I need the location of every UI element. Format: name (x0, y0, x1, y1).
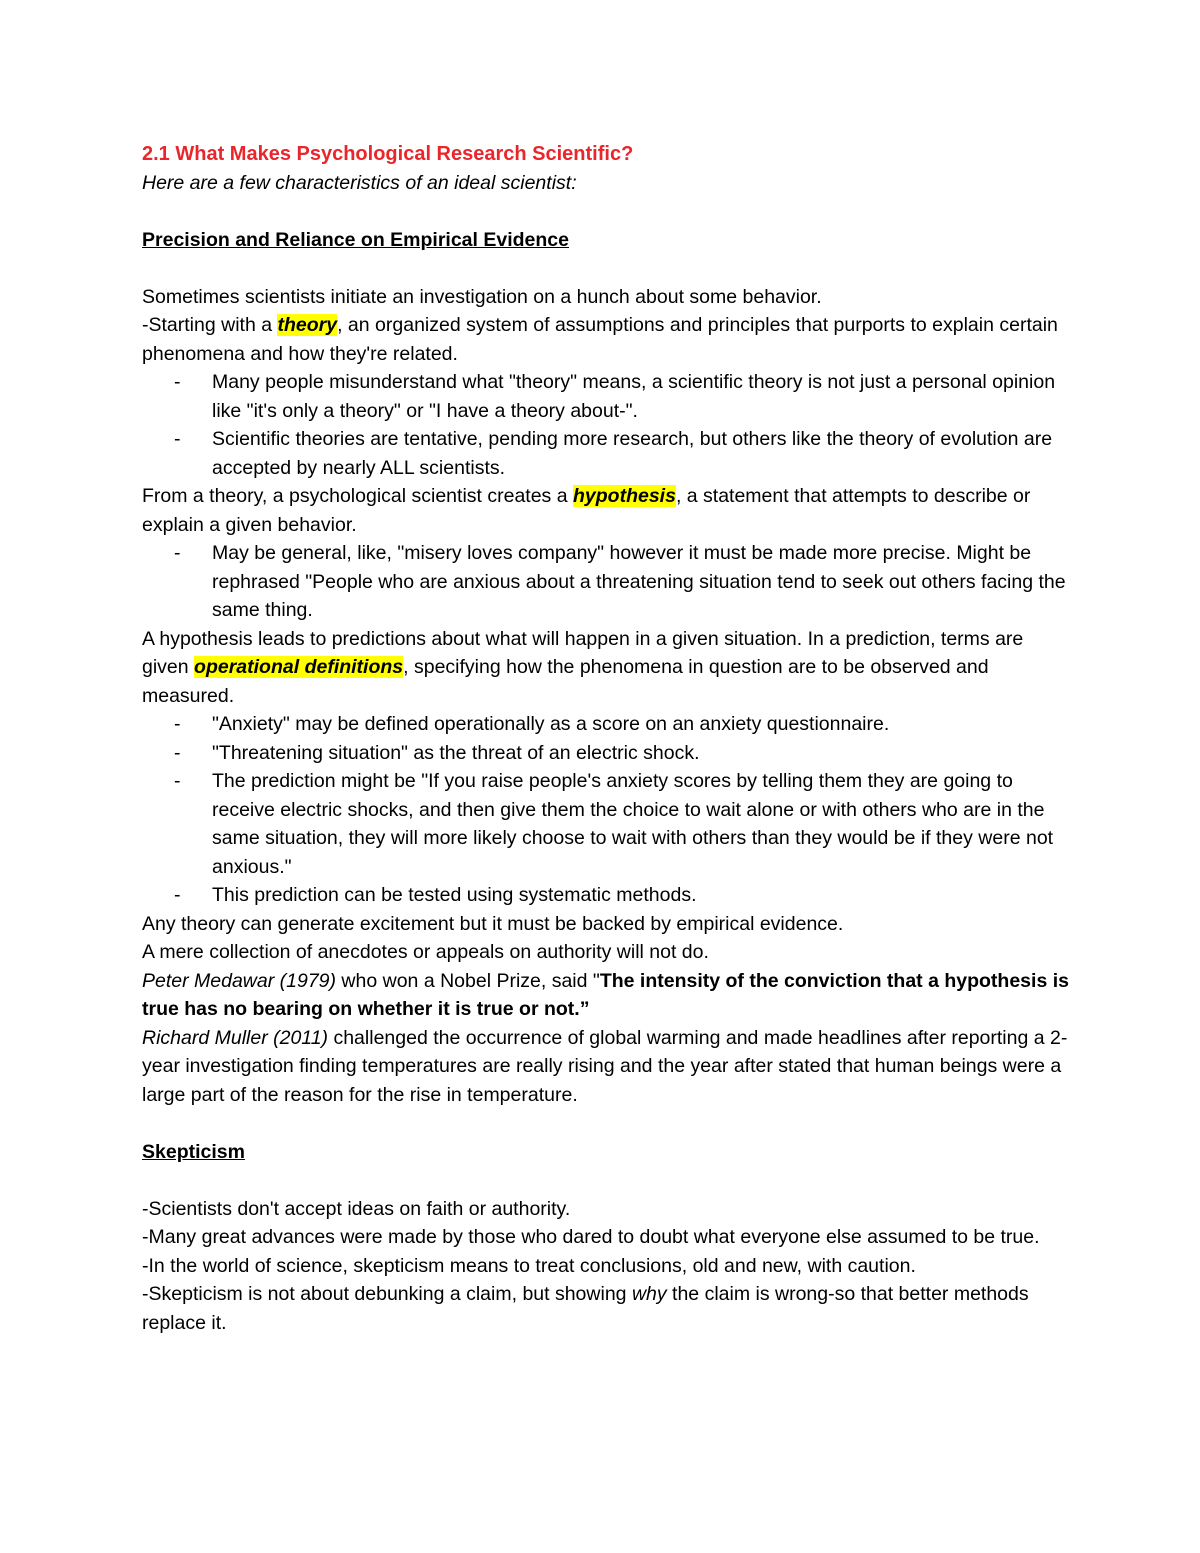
spacer (142, 1166, 1072, 1195)
paragraph-empirical-evidence: Any theory can generate excitement but it must be backed by empirical evidence. (142, 912, 844, 935)
prediction-bullet-list (142, 710, 1072, 910)
text-segment: who won a Nobel Prize, said " (336, 969, 600, 992)
text-segment: challenged the occurrence of global warming and made headlines after reporting a 2-year investigation finding temperatures are really rising and the year after stated that human beings were a large part of the reason for the rise in temperature. (142, 1026, 1068, 1106)
document-page (142, 140, 1072, 1337)
citation-medawar: Peter Medawar (1979) (142, 969, 337, 992)
skepticism-line: -Many great advances were made by those who dared to doubt what everyone else assumed to be true. (142, 1226, 1040, 1248)
quote-medawar: The intensity of the conviction that a hypothesis is true has no bearing on whether it is true or not.” (142, 969, 1069, 1020)
list-item: - Scientific theories are tentative, pending more research, but others like the theory of evolution are accepted by nearly ALL scientists. (142, 425, 1072, 482)
theory-bullet-list (142, 368, 1072, 482)
highlighted-term-hypothesis: hypothesis (573, 485, 676, 507)
paragraph-hypothesis (142, 482, 1072, 539)
skepticism-line (142, 1280, 1072, 1337)
skepticism-line: -In the world of science, skepticism means to treat conclusions, old and new, with caution. (142, 1254, 916, 1277)
list-item: - The prediction might be "If you raise people's anxiety scores by telling them they are going to receive electric shocks, and then give them the choice to wait alone or with others who are in the same situation, they will more likely choose to wait with others than they would be if they were not anxious." (142, 767, 1072, 881)
highlighted-term-theory: theory (277, 314, 338, 336)
text-segment: From a theory, a psychological scientist creates a (142, 485, 573, 507)
list-item: - "Threatening situation" as the threat of an electric shock. (142, 739, 1072, 768)
text-segment: -Skepticism is not about debunking a claim, but showing (142, 1283, 632, 1305)
citation-muller: Richard Muller (2011) (142, 1026, 329, 1049)
skepticism-line: -Scientists don't accept ideas on faith or authority. (142, 1197, 571, 1220)
text-segment: -Starting with a (142, 314, 278, 336)
spacer (142, 197, 1072, 226)
emphasis-why: why (631, 1283, 667, 1305)
list-item: - This prediction can be tested using systematic methods. (142, 881, 1072, 910)
section-heading-precision: Precision and Reliance on Empirical Evidence (142, 228, 569, 251)
list-item: - May be general, like, "misery loves company" however it must be made more precise. Might be rephrased "People who are anxious about a threatening situation tend to seek out others facing the same thing. (142, 539, 1072, 625)
paragraph-medawar (142, 967, 1072, 1024)
text-segment: A hypothesis leads to predictions about what will happen in a given situation. In a prediction, terms are given (142, 627, 1024, 678)
text-segment: , specifying how the phenomena in question are to be observed and measured. (142, 656, 989, 707)
intro-text: Here are a few characteristics of an ideal scientist: (142, 171, 577, 194)
text-segment: the claim is wrong-so that better methods replace it. (142, 1283, 1029, 1334)
paragraph-muller (142, 1024, 1072, 1110)
page-title: 2.1 What Makes Psychological Research Scientific? (142, 143, 634, 165)
paragraph-theory (142, 311, 1072, 368)
list-item: - "Anxiety" may be defined operationally as a score on an anxiety questionnaire. (142, 710, 1072, 739)
paragraph-anecdotes: A mere collection of anecdotes or appeals on authority will not do. (142, 941, 709, 963)
section-heading-skepticism: Skepticism (142, 1140, 245, 1163)
spacer (142, 254, 1072, 283)
text-segment: , an organized system of assumptions and principles that purports to explain certain phenomena and how they're related. (142, 314, 1058, 365)
spacer (142, 1109, 1072, 1138)
hypothesis-bullet-list (142, 539, 1072, 625)
paragraph-prediction (142, 625, 1072, 711)
paragraph-hunch: Sometimes scientists initiate an investigation on a hunch about some behavior. (142, 285, 822, 308)
highlighted-term-operational-definitions: operational definitions (194, 656, 404, 678)
text-segment: , a statement that attempts to describe or explain a given behavior. (142, 485, 1031, 536)
list-item: - Many people misunderstand what "theory" means, a scientific theory is not just a personal opinion like "it's only a theory" or "I have a theory about-". (142, 368, 1072, 425)
